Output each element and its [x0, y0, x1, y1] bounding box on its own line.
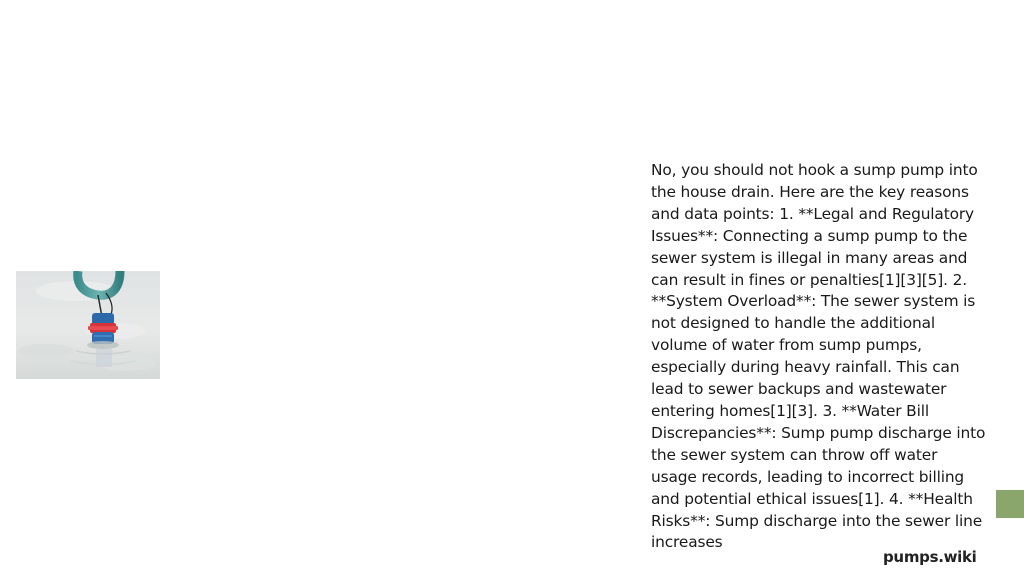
answer-text: No, you should not hook a sump pump into the house drain. Here are the key reasons and data points: 1. **Legal and Regulatory Issues**: Connecting a sump pump to the sewer system is illegal in many areas and can result in fines or penalties[1][3][5]. 2. **System Overload**: The sewer system is not designed to handle the additional volume of water from sump pumps, especially during heavy rainfall. This can lead to sewer backups and wastewater entering homes[1][3]. 3. **Water Bill Discrepancies**: Sump pump discharge into the sewer system can throw off water usage records, leading to incorrect billing and potential ethical issues[1]. 4. **Health Risks**: Sump discharge into the sewer line increases — [651, 161, 986, 552]
brand-watermark: pumps.wiki — [883, 548, 977, 566]
accent-square — [996, 490, 1024, 518]
sump-pump-photo — [16, 271, 160, 379]
